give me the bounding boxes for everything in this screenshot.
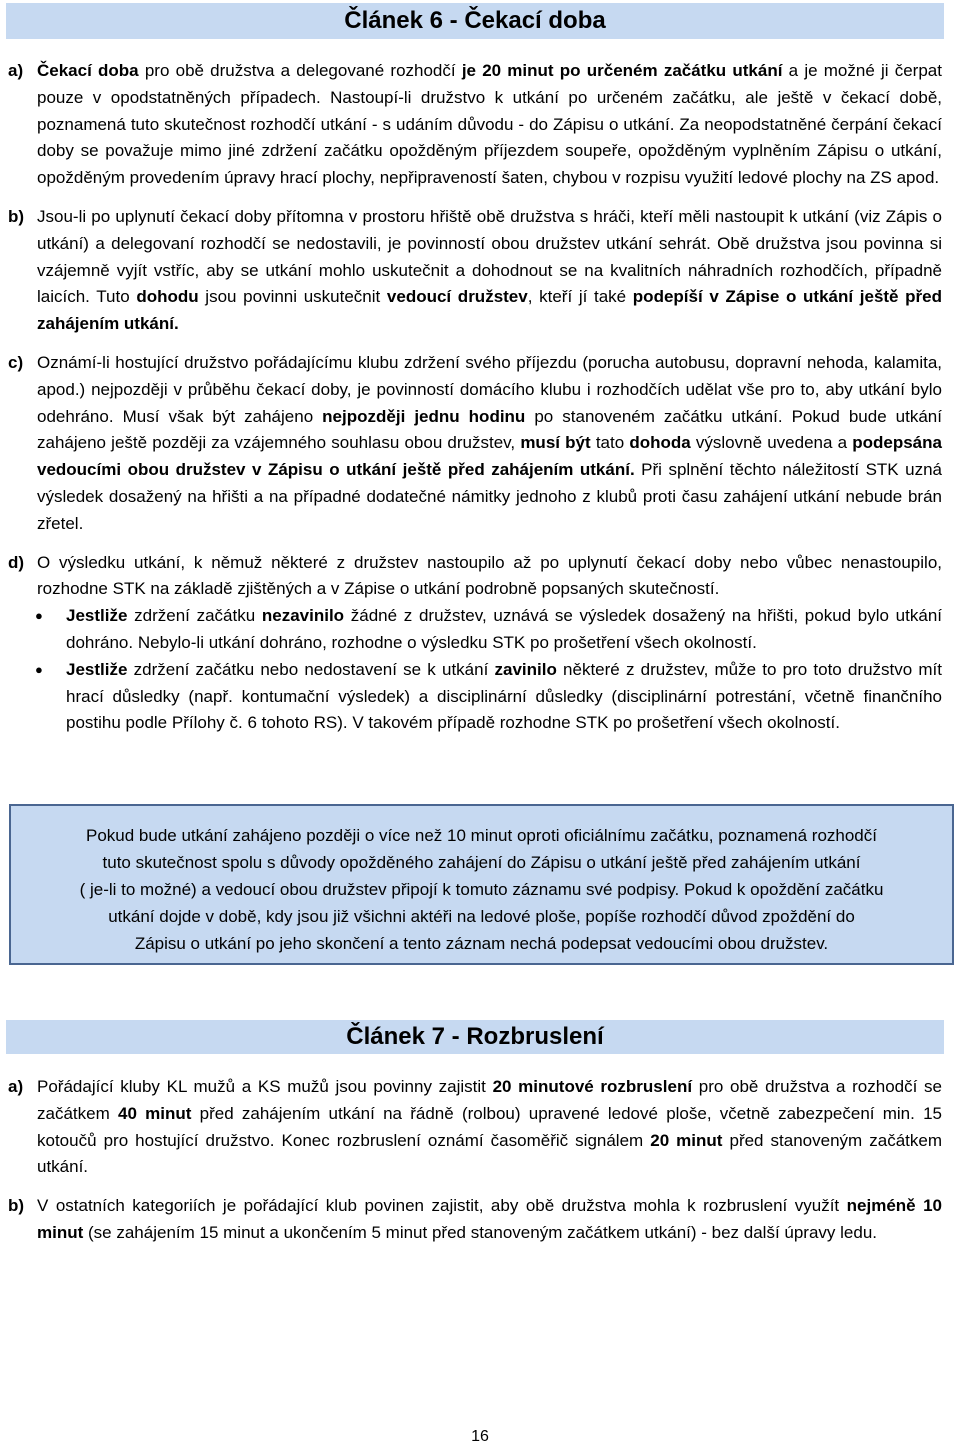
text-run: před stanoveným začátkem utkání. <box>37 1130 942 1177</box>
bold-run: 20 minutové rozbruslení <box>492 1077 693 1096</box>
item-label: a) <box>8 1077 24 1096</box>
text-run: a je možné ji čerpat pouze v opodstatněných případech. Nastoupí-li družstvo k utkání po určeném začátku, ale ještě v čekací době, poznamená tuto skutečnost rozhodčí utkání - s udáním důvodu - do Zápisu o utkání. Za neopodstatněné čerpání čekací doby se považuje mimo jiné zdržení začátku opožděným příjezdem soupeře, opožděným vyplněním Zápisu o utkání, opožděným provedením úpravy hrací plochy, nepřipraveností šaten, chybou v rozpisu využití ledové plochy na ZS apod. <box>37 61 942 188</box>
text-run: před zahájením utkání na řádně (rolbou) upravené ledové ploše, včetně zabezpečení min. 15 kotoučů pro hostující družstvo. Konec rozbruslení oznámí časoměřič signálem <box>37 1103 942 1150</box>
bold-run: podepíší v Zápise o utkání ještě před zahájením utkání. <box>37 287 943 334</box>
notice-line: utkání dojde v době, kdy jsou již všichni aktéři na ledové ploše, popíše rozhodčí důvod zpoždění do <box>108 907 855 926</box>
text-run: jsou povinni uskutečnit <box>198 287 387 307</box>
bold-run: Jestliže <box>66 659 128 679</box>
text-run: Pořádající kluby KL mužů a KS mužů jsou povinny zajistit <box>37 1077 493 1096</box>
bullet-icon: ● <box>35 661 43 677</box>
text-run: pro obě družstva a rozhodčí se začátkem <box>37 1077 942 1123</box>
item-label: b) <box>8 206 25 226</box>
text-run: V ostatních kategoriích je pořádající klub povinen zajistit, aby obě družstva mohla k rozbruslení využít <box>37 1196 847 1216</box>
text-run: zdržení začátku <box>127 606 262 626</box>
bold-run: nejpozději jednu hodinu <box>322 406 526 426</box>
item-label: b) <box>8 1196 25 1216</box>
paragraph-6c <box>8 350 942 538</box>
bold-run: Čekací doba <box>37 61 139 80</box>
item-text <box>37 1193 942 1247</box>
bold-run: dohoda <box>629 433 691 453</box>
article-7-title: Článek 7 - Rozbruslení <box>6 1020 944 1054</box>
item-text <box>37 550 942 604</box>
paragraph-6b <box>8 204 942 338</box>
text-run: žádné z družstev, uznává se výsledek dosažený na hřišti, pokud bylo utkání dohráno. Nebylo-li utkání dohráno, rozhodne o výsledku STK po prošetření všech okolností. <box>66 606 942 652</box>
bold-run: nejméně 10 minut <box>37 1196 943 1242</box>
notice-line: ( je-li to možné) a vedoucí obou družstev připojí k tomuto záznamu své podpisy. Pokud k opoždění začátku <box>79 880 884 899</box>
text-run: pro obě družstva a delegované rozhodčí <box>138 61 462 80</box>
text-run: tato <box>590 433 630 453</box>
text-run: Jsou-li po uplynutí čekací doby přítomna v prostoru hřiště obě družstva s hráči, kteří měli nastoupit k utkání (viz Zápis o utkání) a delegovaní rozhodčí se nedostavili, je povinností obou družstev utkání sehrát. Obě družstva jsou povinna si vzájemně vyjít vstříc, aby se utkání mohlo uskutečnit a dohodnout se na kvalitních náhradních rozhodčích, případně laicích. Tuto <box>37 206 942 307</box>
bold-run: zavinilo <box>494 659 557 679</box>
late-start-notice-box <box>9 804 954 965</box>
text-run: O výsledku utkání, k němuž některé z družstev nastoupilo až po uplynutí čekací doby nebo vůbec nenastoupilo, rozhodne STK na základě zjištěných a v Zápise o utkání podrobně popsaných skutečností. <box>37 552 942 599</box>
text-run: (se zahájením 15 minut a ukončením 5 minut před stanoveným začátkem utkání) - bez další úpravy ledu. <box>83 1222 878 1242</box>
paragraph-7a <box>8 1074 942 1181</box>
article-6-title: Článek 6 - Čekací doba <box>6 3 944 39</box>
notice-line: Pokud bude utkání zahájeno později o více než 10 minut oproti oficiálnímu začátku, poznamená rozhodčí <box>86 826 877 845</box>
article-6-body <box>8 58 942 737</box>
notice-line: Zápisu o utkání po jeho skončení a tento záznam nechá podepsat vedoucími obou družstev. <box>134 934 829 953</box>
bold-run: dohodu <box>136 287 199 307</box>
item-label: d) <box>8 552 25 572</box>
paragraph-6a <box>8 58 942 192</box>
bold-run: vedoucí družstev <box>386 287 528 307</box>
text-run: výslovně uvedena a <box>690 433 853 453</box>
item-text <box>37 204 942 338</box>
text-run: Oznámí-li hostující družstvo pořádajícímu klubu zdržení svého příjezdu (porucha autobusu, dopravní nehoda, kalamita, apod.) nejpozději v průběhu čekací doby, je povinností domácího klubu i rozhodčích udělat vše pro to, aby utkání bylo odehráno. Musí však být zahájeno <box>37 352 942 426</box>
text-run: Při splnění těchto náležitostí STK uzná výsledek dosažený na hřišti a na případné dodatečné námitky jednoho z klubů proti času zahájení utkání nebude brán zřetel. <box>37 460 942 533</box>
text-run: po stanoveném začátku utkání. Pokud bude utkání zahájeno ještě později za vzájemného souhlasu obou družstev, <box>37 406 942 453</box>
text-run: , kteří jí také <box>527 287 633 307</box>
text-run: zdržení začátku nebo nedostavení se k utkání <box>127 659 495 679</box>
notice-line: tuto skutečnost spolu s důvody opožděného zahájení do Zápisu o utkání ještě před zahájením utkání <box>102 853 861 872</box>
bullet-text <box>66 603 942 657</box>
bullet-item <box>35 603 942 657</box>
bold-run: 20 minut <box>650 1130 723 1150</box>
bold-run: Jestliže <box>66 606 128 626</box>
item-text <box>37 58 942 192</box>
bold-run: musí být <box>520 433 591 453</box>
paragraph-7b <box>8 1193 942 1247</box>
article-7-body <box>8 1074 942 1247</box>
item-text <box>37 350 942 538</box>
bullet-item <box>35 657 942 737</box>
item-label: a) <box>8 61 24 80</box>
paragraph-6d <box>8 550 942 604</box>
bullet-icon: ● <box>35 608 43 624</box>
text-run: některé z družstev, může to pro toto družstvo mít hrací důsledky (např. kontumační výsledek) a disciplinární důsledky (disciplinární potrestání, včetně finančního postihu podle Přílohy č. 6 tohoto RS). V takovém případě rozhodne STK po prošetření všech okolností. <box>66 659 942 733</box>
bold-run: podepsána vedoucími obou družstev v Zápisu o utkání ještě před zahájením utkání. <box>37 433 942 480</box>
item-text <box>37 1074 942 1181</box>
bold-run: nezavinilo <box>261 606 345 626</box>
bullet-text <box>66 657 942 737</box>
page-number: 16 <box>471 1428 489 1445</box>
bold-run: je 20 minut po určeném začátku utkání <box>461 61 783 80</box>
item-label: c) <box>8 352 24 372</box>
bold-run: 40 minut <box>117 1103 192 1123</box>
